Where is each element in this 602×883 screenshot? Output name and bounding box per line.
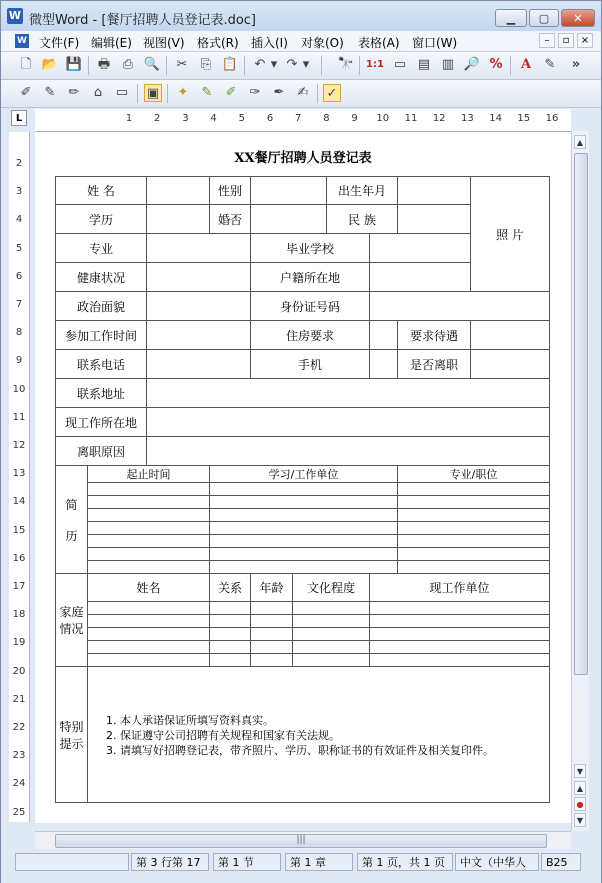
resume-position-cell[interactable] — [398, 548, 550, 561]
edit-icon[interactable]: ✍ — [297, 85, 309, 100]
ruler-tick: 16 — [545, 113, 559, 124]
special-notice-content[interactable] — [88, 667, 550, 803]
health-label: 健康状况 — [56, 263, 147, 292]
menu-bar — [1, 31, 601, 52]
resume-unit-cell[interactable] — [210, 496, 398, 509]
resume-time-cell[interactable] — [88, 522, 210, 535]
vertical-scrollbar[interactable] — [571, 131, 589, 831]
open-icon[interactable]: 📂 — [41, 57, 59, 72]
resume-unit-cell[interactable] — [210, 483, 398, 496]
resume-time-cell[interactable] — [88, 561, 210, 574]
status-bar — [1, 853, 601, 883]
redo-dropdown-icon[interactable]: ▾ — [302, 57, 310, 72]
leave-reason-label: 离职原因 — [56, 437, 147, 466]
columns-icon[interactable]: ▥ — [441, 57, 455, 72]
redo-icon[interactable]: ↷ — [286, 57, 298, 72]
drawing-toolbar — [1, 80, 601, 108]
resume-unit-cell[interactable] — [210, 522, 398, 535]
toolbar-separator — [244, 56, 245, 75]
registration-form-table — [55, 176, 550, 803]
ethnicity-label: 民 族 — [327, 205, 398, 234]
status-pages: 第 1 页，共 1 页 — [357, 853, 453, 871]
menu-window[interactable]: 窗口(W) — [412, 36, 458, 50]
family-age-cell[interactable] — [251, 628, 293, 641]
address-value-cell[interactable] — [147, 379, 550, 408]
draw-3-icon[interactable]: ✏ — [68, 85, 80, 100]
horizontal-scrollbar[interactable] — [35, 831, 571, 849]
family-name-cell[interactable] — [88, 654, 210, 667]
doc-restore-button[interactable]: ▫ — [558, 33, 574, 48]
family-unit-cell[interactable] — [370, 641, 550, 654]
format-icon[interactable]: ✎ — [544, 57, 556, 72]
resume-time-cell[interactable] — [88, 535, 210, 548]
ruler-tick: 20 — [12, 665, 26, 677]
school-label: 毕业学校 — [251, 234, 370, 263]
family-relation-header: 关系 — [210, 574, 251, 602]
marriage-value-cell[interactable] — [251, 205, 327, 234]
view-buttons[interactable] — [7, 832, 33, 848]
menu-view[interactable]: 视图(V) — [143, 36, 185, 50]
draw-4-icon[interactable]: ⌂ — [93, 85, 103, 100]
toolbar-separator — [321, 56, 322, 75]
doc-minimize-button[interactable]: – — [539, 33, 555, 48]
toolbar-separator — [166, 56, 167, 75]
toolbar-separator — [88, 56, 89, 75]
ruler-tick: 11 — [404, 113, 418, 124]
ruler-tick: 14 — [489, 113, 502, 124]
document-page[interactable] — [35, 132, 571, 823]
family-age-cell[interactable] — [251, 602, 293, 615]
toolbar-separator — [317, 84, 318, 103]
politics-label: 政治面貌 — [56, 292, 147, 321]
ruler-tick: 10 — [376, 113, 390, 124]
draw-5-icon[interactable]: ▭ — [115, 85, 129, 100]
family-name-header: 姓名 — [88, 574, 210, 602]
ruler-tick: 7 — [295, 113, 302, 124]
education-value-cell[interactable] — [147, 205, 210, 234]
find-icon[interactable]: 🔭 — [337, 57, 355, 72]
menu-insert[interactable]: 插入(I) — [251, 36, 288, 50]
select-browse-object-icon[interactable]: ● — [574, 797, 586, 811]
major-label: 专业 — [56, 234, 147, 263]
politics-value-cell[interactable] — [147, 292, 251, 321]
ruler-tick: 14 — [12, 496, 26, 508]
previous-page-icon[interactable]: ▲ — [574, 781, 586, 795]
resume-time-cell[interactable] — [88, 483, 210, 496]
new-icon[interactable]: 🗋 — [20, 57, 32, 72]
ruler-tick: 3 — [182, 113, 189, 124]
menu-file[interactable]: 文件(F) — [39, 36, 80, 50]
marriage-label: 婚否 — [210, 205, 251, 234]
housing-value-cell[interactable] — [370, 321, 398, 350]
cut-icon[interactable]: ✂ — [176, 57, 188, 72]
resume-position-cell[interactable] — [398, 483, 550, 496]
resigned-value-cell[interactable] — [471, 350, 550, 379]
document-title: XX餐厅招聘人员登记表 — [234, 151, 372, 166]
family-unit-cell[interactable] — [370, 615, 550, 628]
paste-icon[interactable]: 📋 — [221, 57, 239, 72]
family-relation-cell[interactable] — [210, 654, 251, 667]
current-location-value-cell[interactable] — [147, 408, 550, 437]
school-value-cell[interactable] — [370, 234, 471, 263]
address-label: 联系地址 — [56, 379, 147, 408]
vertical-scroll-thumb[interactable] — [574, 153, 588, 675]
status-position: 第 3 行第 17 — [131, 853, 209, 871]
minimize-button[interactable]: ▁ — [495, 9, 527, 27]
family-name-cell[interactable] — [88, 628, 210, 641]
family-relation-cell[interactable] — [210, 602, 251, 615]
ruler-tick: 24 — [12, 778, 26, 790]
object-select-icon[interactable]: ▣ — [144, 84, 162, 102]
resume-time-header: 起止时间 — [88, 466, 210, 483]
table-icon[interactable]: ▭ — [393, 57, 407, 72]
vertical-ruler[interactable] — [9, 132, 30, 822]
pen-2-icon[interactable]: ✎ — [201, 85, 213, 100]
ruler-tick: 5 — [238, 113, 245, 124]
tab-stop-selector[interactable]: L — [11, 110, 27, 126]
resume-position-cell[interactable] — [398, 561, 550, 574]
zoom-icon[interactable]: 🔎 — [463, 57, 481, 72]
pen-3-icon[interactable]: ✐ — [225, 85, 237, 100]
undo-icon[interactable]: ↶ — [254, 57, 266, 72]
more-tools-icon[interactable]: » — [571, 57, 581, 72]
hukou-value-cell[interactable] — [370, 263, 471, 292]
menu-edit[interactable]: 编辑(E) — [91, 36, 132, 50]
ethnicity-value-cell[interactable] — [398, 205, 471, 234]
ruler-tick: 22 — [12, 722, 26, 733]
ruler-tick: 12 — [12, 440, 26, 451]
family-education-cell[interactable] — [293, 628, 370, 641]
family-unit-cell[interactable] — [370, 602, 550, 615]
family-name-cell[interactable] — [88, 602, 210, 615]
ruler-tick: 18 — [12, 609, 26, 621]
family-label: 家庭 情况 — [56, 574, 88, 667]
ruler-tick: 13 — [12, 468, 26, 480]
horizontal-scroll-thumb[interactable]: ||| — [55, 834, 547, 848]
ruler-tick: 1 — [125, 113, 133, 124]
notice-item: 3. 请填写好招聘登记表，带齐照片、学历、职称证书的有效证件及相关复印件。 — [106, 744, 494, 757]
ruler-tick: 6 — [15, 270, 23, 282]
word-app-icon: W — [8, 9, 22, 22]
menu-format[interactable]: 格式(R) — [197, 36, 239, 50]
ruler-tick: 21 — [12, 693, 26, 705]
major-value-cell[interactable] — [147, 234, 251, 263]
resume-time-cell[interactable] — [88, 496, 210, 509]
menu-table[interactable]: 表格(A) — [358, 36, 400, 50]
notice-item: 1. 本人承诺保证所填写资料真实。 — [106, 714, 274, 727]
birth-label: 出生年月 — [327, 177, 398, 205]
resume-position-header: 专业/职位 — [398, 466, 550, 483]
ruler-tick: 12 — [432, 113, 446, 124]
ruler-tick: 25 — [12, 806, 26, 818]
menu-object[interactable]: 对象(O) — [301, 36, 344, 50]
ruler-tick: 8 — [15, 327, 23, 339]
family-age-cell[interactable] — [251, 654, 293, 667]
toolbar-separator — [359, 56, 360, 75]
mobile-value-cell[interactable] — [370, 350, 398, 379]
name-label: 姓 名 — [56, 177, 147, 205]
ruler-tick: 13 — [461, 113, 474, 124]
resume-position-cell[interactable] — [398, 522, 550, 535]
ruler-tick: 15 — [12, 524, 26, 536]
family-name-cell[interactable] — [88, 615, 210, 628]
status-language[interactable]: 中文（中华人 — [455, 853, 539, 871]
print-preview-icon[interactable]: 🔍 — [143, 57, 161, 72]
education-label: 学历 — [56, 205, 147, 234]
ruler-tick: 2 — [15, 158, 23, 169]
birth-value-cell[interactable] — [398, 177, 471, 205]
layout-icon[interactable]: ▤ — [417, 57, 431, 72]
pen-4-icon[interactable]: ✑ — [249, 85, 261, 100]
notice-item: 2. 保证遵守公司招聘有关规程和国家有关法规。 — [106, 729, 340, 742]
phone-label: 联系电话 — [56, 350, 147, 379]
resume-position-cell[interactable] — [398, 509, 550, 522]
copy-icon[interactable]: ⎘ — [200, 57, 212, 72]
close-button[interactable]: ✕ — [561, 9, 595, 27]
hukou-label: 户籍所在地 — [251, 263, 370, 292]
ruler-tick: 15 — [517, 113, 531, 124]
ruler-tick: 16 — [12, 552, 26, 564]
current-location-label: 现工作所在地 — [56, 408, 147, 437]
salary-value-cell[interactable] — [471, 321, 550, 350]
ruler-tick: 10 — [12, 383, 26, 395]
scroll-down-icon[interactable]: ▼ — [574, 764, 586, 778]
gender-value-cell[interactable] — [251, 177, 327, 205]
ruler-tick: 11 — [12, 411, 26, 423]
family-name-cell[interactable] — [88, 641, 210, 654]
name-value-cell[interactable] — [147, 177, 210, 205]
horizontal-ruler[interactable] — [35, 109, 571, 132]
resume-position-cell[interactable] — [398, 496, 550, 509]
ruler-tick: 5 — [15, 242, 23, 254]
resume-time-cell[interactable] — [88, 548, 210, 561]
ruler-tick: 9 — [15, 355, 23, 367]
window-title: 微型Word - [餐厅招聘人员登记表.doc] — [29, 13, 256, 28]
zoom-percent-icon[interactable]: % — [489, 57, 503, 72]
health-value-cell[interactable] — [147, 263, 251, 292]
family-education-cell[interactable] — [293, 654, 370, 667]
phone-value-cell[interactable] — [147, 350, 251, 379]
family-education-header: 文化程度 — [293, 574, 370, 602]
font-color-icon[interactable]: A — [520, 57, 532, 72]
toolbar-separator — [167, 84, 168, 103]
undo-dropdown-icon[interactable]: ▾ — [270, 57, 278, 72]
draw-1-icon[interactable]: ✐ — [20, 85, 32, 100]
family-unit-cell[interactable] — [370, 654, 550, 667]
status-section: 第 1 节 — [213, 853, 281, 871]
status-empty — [15, 853, 129, 871]
ruler-tick: 8 — [323, 113, 330, 124]
family-relation-cell[interactable] — [210, 615, 251, 628]
mobile-label: 手机 — [251, 350, 370, 379]
leave-reason-value-cell[interactable] — [147, 437, 550, 466]
review-icon[interactable]: ✓ — [323, 84, 341, 102]
toolbar-separator — [137, 84, 138, 103]
standard-toolbar — [1, 52, 601, 80]
view-1-1-icon[interactable]: 1:1 — [366, 59, 384, 70]
work-start-value-cell[interactable] — [147, 321, 251, 350]
gender-label: 性别 — [210, 177, 251, 205]
family-age-cell[interactable] — [251, 641, 293, 654]
family-relation-cell[interactable] — [210, 628, 251, 641]
next-page-icon[interactable]: ▼ — [574, 813, 586, 827]
resume-time-cell[interactable] — [88, 509, 210, 522]
housing-label: 住房要求 — [251, 321, 370, 350]
pen-1-icon[interactable]: ✦ — [177, 85, 189, 100]
family-age-header: 年龄 — [251, 574, 293, 602]
special-notice-label: 特别 提示 — [56, 667, 88, 803]
work-start-label: 参加工作时间 — [56, 321, 147, 350]
resume-unit-header: 学习/工作单位 — [210, 466, 398, 483]
status-chapter: 第 1 章 — [285, 853, 353, 871]
print-icon[interactable]: 🖶 — [97, 57, 111, 72]
resume-unit-cell[interactable] — [210, 561, 398, 574]
resume-position-cell[interactable] — [398, 535, 550, 548]
family-relation-cell[interactable] — [210, 641, 251, 654]
family-education-cell[interactable] — [293, 602, 370, 615]
ruler-tick: 23 — [12, 750, 26, 762]
doc-close-button[interactable]: × — [577, 33, 593, 48]
maximize-button[interactable]: ▢ — [529, 9, 559, 27]
family-education-cell[interactable] — [293, 615, 370, 628]
toolbar-separator — [510, 56, 511, 75]
pdf-icon[interactable]: ⎙ — [122, 57, 134, 72]
ruler-tick: 6 — [266, 113, 274, 124]
resume-unit-cell[interactable] — [210, 548, 398, 561]
ruler-tick: 4 — [210, 113, 217, 124]
ruler-tick: 4 — [15, 214, 23, 226]
resume-unit-cell[interactable] — [210, 509, 398, 522]
family-unit-cell[interactable] — [370, 628, 550, 641]
family-age-cell[interactable] — [251, 615, 293, 628]
resume-label: 简 历 — [56, 466, 88, 574]
save-icon[interactable]: 💾 — [65, 57, 83, 72]
title-bar — [1, 1, 601, 31]
scroll-up-icon[interactable]: ▲ — [574, 135, 586, 149]
ruler-tick: 3 — [15, 186, 23, 198]
document-icon[interactable]: W — [15, 34, 29, 48]
pen-5-icon[interactable]: ✒ — [273, 85, 285, 100]
ruler-tick: 2 — [154, 113, 161, 124]
draw-2-icon[interactable]: ✎ — [44, 85, 56, 100]
ruler-tick: 19 — [12, 637, 26, 649]
id-number-label: 身份证号码 — [251, 292, 370, 321]
id-number-value-cell[interactable] — [370, 292, 550, 321]
photo-cell[interactable]: 照 片 — [471, 177, 550, 292]
ruler-tick: 7 — [15, 299, 23, 310]
family-education-cell[interactable] — [293, 641, 370, 654]
resume-unit-cell[interactable] — [210, 535, 398, 548]
family-unit-header: 现工作单位 — [370, 574, 550, 602]
status-cell: B25 — [541, 853, 581, 871]
ruler-tick: 9 — [351, 113, 358, 124]
salary-label: 要求待遇 — [398, 321, 471, 350]
resigned-label: 是否离职 — [398, 350, 471, 379]
ruler-tick: 17 — [12, 581, 26, 592]
